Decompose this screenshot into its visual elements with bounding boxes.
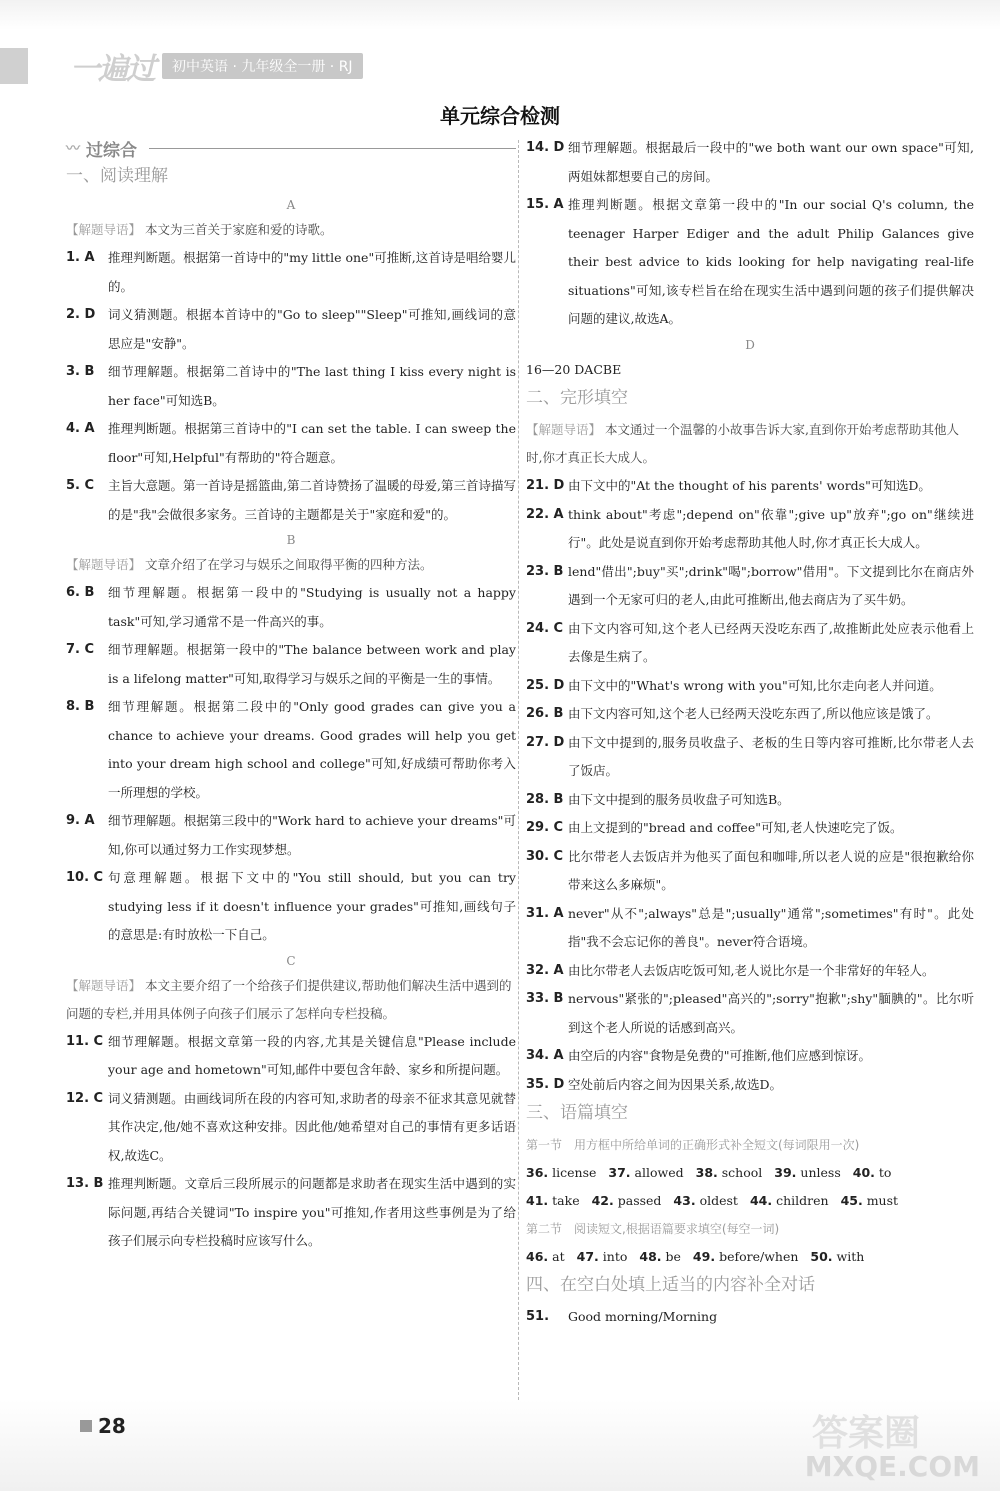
answer-word: oldest [699, 1193, 738, 1208]
answer-item [526, 501, 974, 558]
answer-item [526, 134, 974, 191]
answer-num: 40. [852, 1165, 875, 1180]
answer-num: 1. A [66, 250, 95, 265]
answer-row [526, 1159, 974, 1187]
answer-word: passed [617, 1193, 662, 1208]
answer-word: school [721, 1165, 763, 1180]
answer-item [66, 693, 516, 807]
column-divider [518, 140, 519, 1400]
answer-cell [526, 1187, 580, 1215]
answer-num: 21. D [526, 478, 565, 493]
page-number [80, 1414, 126, 1438]
guide-c-text: 本文主要介绍了一个给孩子们提供建议,帮助他们解决生活中遇到的问题的专栏,并用具体例子向孩子们展示了怎样向专栏投稿。 [66, 977, 512, 1021]
answer-num: 35. D [526, 1076, 565, 1092]
answer-text: 由下文中的"What's wrong with you"可知,比尔走向老人并问道。 [568, 677, 942, 693]
answer-num: 22. A [526, 506, 564, 522]
answer-item [526, 900, 974, 957]
answer-item [526, 985, 974, 1042]
answer-num: 24. C [526, 620, 564, 636]
answer-word: with [836, 1249, 865, 1264]
answer-num: 6. B [66, 585, 95, 600]
answer-item [66, 1170, 516, 1256]
answer-item [526, 843, 974, 900]
answer-text: 细节理解题。根据第三段中的"Work hard to achieve your dreams"可知,你可以通过努力工作实现梦想。 [108, 813, 516, 857]
answer-item [66, 807, 516, 864]
answer-word: allowed [634, 1165, 684, 1180]
answer-item [526, 814, 974, 843]
answer-cell [810, 1243, 864, 1271]
top-band [0, 0, 1000, 30]
answer-item [526, 558, 974, 615]
items-cloze [526, 472, 974, 1099]
answer-item [526, 672, 974, 701]
answer-item [66, 244, 516, 301]
answer-text: 细节理解题。根据第一段中的"Studying is usually not a happy task"可知,学习通常不是一件高兴的事。 [108, 585, 516, 629]
guide-a [66, 216, 516, 244]
section-passage-fill: 三、语篇填空 [526, 1103, 628, 1123]
answer-text: 细节理解题。根据最后一段中的"we both want our own space"可知,两姐妹都想要自己的房间。 [568, 140, 974, 184]
left-column [66, 134, 516, 1256]
answer-num: 36. [526, 1165, 549, 1180]
answer-text: think about"考虑";depend on"依靠";give up"放弃";go on"继续进行"。此处是说直到你开始考虑帮助其他人时,你才真正长大成人。 [568, 506, 974, 550]
answer-item [526, 786, 974, 815]
guide-c-tag: 【解题导语】 [66, 977, 142, 993]
answer-num: 44. [749, 1193, 773, 1208]
answer-text: 由比尔带老人去饭店吃饭可知,老人说比尔是一个非常好的年轻人。 [568, 962, 935, 978]
answer-num: 3. B [66, 364, 95, 379]
answer-text: lend"借出";buy"买";drink"喝";borrow"借用"。下文提到比尔在商店外遇到一个无家可归的老人,由此可推断出,他去商店为了买牛奶。 [568, 563, 974, 607]
book-subtitle: 初中英语 · 九年级全一册 · RJ [162, 53, 363, 79]
answer-num: 23. B [526, 563, 564, 579]
part-d: D [745, 337, 755, 352]
answer-text: nervous"紧张的";pleased"高兴的";sorry"抱歉";shy"腼腆的"。比尔听到这个老人所说的话感到高兴。 [568, 991, 974, 1035]
answer-num: 39. [774, 1165, 797, 1180]
answer-text: 由空后的内容"食物是免费的"可推断,他们应感到惊讶。 [568, 1048, 871, 1063]
answer-num: 38. [695, 1165, 718, 1180]
answer-cell [608, 1159, 683, 1187]
answer-num: 48. [639, 1249, 662, 1264]
answer-item [66, 636, 516, 693]
answer-text: 由上文提到的"bread and coffee"可知,老人快速吃完了饭。 [568, 820, 903, 835]
answer-num: 13. B [66, 1176, 104, 1191]
answer-item [526, 472, 974, 501]
answer-cell [526, 1243, 565, 1271]
answer-num: 45. [840, 1193, 863, 1208]
answer-item [526, 957, 974, 986]
guide-c [66, 972, 516, 1028]
answer-num: 47. [576, 1249, 599, 1264]
answer-item [526, 700, 974, 729]
part-b: B [286, 533, 296, 547]
answer-text: 推理判断题。根据第三首诗中的"I can set the table. I can sweep the floor"可知,Helpful"有帮助的"符合题意。 [108, 421, 516, 465]
page-number-text: 28 [98, 1414, 126, 1438]
answer-num: 15. A [526, 197, 564, 212]
answer-cell [592, 1187, 662, 1215]
answer-num: 26. B [526, 706, 564, 721]
answer-text: 细节理解题。根据第二首诗中的"The last thing I kiss every night is her face"可知选B。 [108, 364, 516, 408]
answer-num: 49. [692, 1249, 716, 1264]
guide-b-tag: 【解题导语】 [66, 557, 142, 572]
guide-a-text: 本文为三首关于家庭和爱的诗歌。 [145, 222, 333, 237]
answer-cell [639, 1243, 681, 1271]
items-b [66, 579, 516, 950]
page-title: 单元综合检测 [440, 104, 560, 128]
answer-item [526, 615, 974, 672]
answer-item [526, 1071, 974, 1100]
answer-text: 16—20 DACBE [526, 361, 622, 377]
items-c [66, 1028, 516, 1256]
answer-cell [526, 1159, 596, 1187]
answer-word: into [602, 1249, 628, 1264]
answer-num: 12. C [66, 1090, 104, 1106]
answer-word: must [866, 1193, 899, 1208]
brand-header [0, 48, 363, 87]
answer-cell [693, 1243, 798, 1271]
guide-cloze [526, 416, 974, 472]
answer-num: 34. A [526, 1048, 564, 1063]
answer-item [66, 1028, 516, 1085]
answer-text: 由下文中提到的,服务员收盘子、老板的生日等内容可推断,比尔带老人去了饭店。 [568, 734, 974, 778]
answer-cell [841, 1187, 898, 1215]
answer-item [66, 864, 516, 950]
part-a: A [286, 198, 296, 212]
section-rule [149, 148, 516, 149]
answer-text: 细节理解题。根据第二段中的"Only good grades can give you a chance to achieve your dreams. Good grades will help you get into your dream high school and college"可知,好成绩可帮助你考入一所理想的学校。 [108, 699, 516, 800]
answer-num: 25. D [526, 677, 565, 693]
answer-cell [853, 1159, 892, 1187]
answer-text: 细节理解题。根据第一段中的"The balance between work and play is a lifelong matter"可知,取得学习与娱乐之间的平衡是一生的事情。 [108, 642, 516, 686]
answer-num: 9. A [66, 813, 95, 828]
answer-text: Good morning/Morning [568, 1309, 718, 1324]
answer-num: 8. B [66, 699, 95, 714]
answer-text: 空处前后内容之间为因果关系,故选D。 [568, 1076, 782, 1092]
answer-num: 41. [526, 1193, 549, 1208]
answer-num: 33. B [526, 991, 564, 1006]
answer-text: 主旨大意题。第一首诗是摇篮曲,第二首诗赞扬了温暖的母爱,第三首诗描写的是"我"会做很多家务。三首诗的主题都是关于"家庭和爱"的。 [108, 478, 516, 522]
answer-item [66, 472, 516, 529]
answer-num: 37. [608, 1165, 631, 1180]
guide-b [66, 551, 516, 579]
answer-num: 51. [526, 1309, 550, 1324]
answer-row [526, 1187, 974, 1215]
answer-num: 46. [526, 1249, 549, 1264]
right-column [526, 134, 974, 1332]
answer-item [526, 1303, 974, 1332]
answer-num: 32. A [526, 962, 564, 978]
subsection-1: 第一节 用方框中所给单词的正确形式补全短文(每词限用一次) [526, 1138, 860, 1152]
answer-num: 30. C [526, 848, 564, 864]
answer-text: 由下文中提到的服务员收盘子可知选B。 [568, 791, 790, 807]
answer-num: 50. [810, 1249, 833, 1264]
answer-item [66, 358, 516, 415]
answer-word: before/when [719, 1249, 799, 1264]
answer-item [526, 1042, 974, 1071]
brand-logo: 一遍过 [70, 52, 154, 87]
guide-b-text: 文章介绍了在学习与娱乐之间取得平衡的四种方法。 [145, 557, 433, 572]
answer-text: never"从不";always"总是";usually"通常";sometimes"有时"。此处指"我不会忘记你的善良"。never符合语境。 [568, 905, 974, 949]
answer-text: 词义猜测题。由画线词所在段的内容可知,求助者的母亲不征求其意见就替其作决定,他/她不喜欢这种安排。因此他/她希望对自己的事情有更多话语权,故选C。 [108, 1090, 516, 1163]
brand-tab [0, 48, 28, 84]
answer-item [66, 301, 516, 358]
answer-word: children [776, 1193, 829, 1208]
answer-num: 4. A [66, 421, 95, 436]
answer-text: 比尔带老人去饭店并为他买了面包和咖啡,所以老人说的应是"很抱歉给你带来这么多麻烦"。 [568, 848, 974, 892]
answer-item [66, 1085, 516, 1171]
section-reading: 一、阅读理解 [66, 166, 168, 186]
answer-text: 推理判断题。根据文章第一段中的"In our social Q's column, the teenager Harper Ediger and the adult Philip Galances give their best advice to kids looking for help navigating real-life situations"可知,该专栏旨在给在现实生活中遇到问题的孩子们提供解决问题的建议,故选A。 [568, 197, 974, 326]
section-dialogue: 四、在空白处填上适当的内容补全对话 [526, 1275, 815, 1295]
answer-item [526, 729, 974, 786]
items-a [66, 244, 516, 529]
answer-num: 7. C [66, 642, 95, 657]
answer-num: 10. C [66, 870, 104, 885]
answer-text: 由下文内容可知,这个老人已经两天没吃东西了,所以他应该是饿了。 [568, 706, 939, 721]
part-c: C [286, 953, 296, 968]
answer-d [526, 356, 974, 385]
answer-num: 5. C [66, 478, 95, 493]
answer-num: 42. [591, 1193, 614, 1208]
answer-text: 细节理解题。根据文章第一段的内容,尤其是关键信息"Please include your age and hometown"可知,邮件中要包含年龄、家乡和所提问题。 [108, 1033, 516, 1077]
answer-row [526, 1243, 974, 1271]
answer-item [526, 191, 974, 334]
answer-text: 推理判断题。根据第一首诗中的"my little one"可推断,这首诗是唱给婴儿的。 [108, 250, 516, 294]
answer-cell [774, 1159, 840, 1187]
answer-word: at [552, 1249, 565, 1264]
answer-num: 27. D [526, 734, 565, 750]
answer-text: 推理判断题。文章后三段所展示的问题都是求助者在现实生活中遇到的实际问题,再结合关键词"To inspire you"可推知,作者用这些事例是为了给孩子们展示向专栏投稿时应该写什么。 [108, 1176, 516, 1248]
watermark-url: MXQE.COM [804, 1450, 980, 1483]
answer-cell [696, 1159, 763, 1187]
answer-cell [750, 1187, 829, 1215]
section-mark-icon: 〰 [66, 141, 80, 157]
answer-word: take [552, 1193, 580, 1208]
answer-text: 由下文内容可知,这个老人已经两天没吃东西了,故推断此处应表示他看上去像是生病了。 [568, 620, 974, 664]
answer-item [66, 415, 516, 472]
answer-num: 28. B [526, 791, 564, 807]
answer-num: 2. D [66, 307, 96, 322]
answer-num: 31. A [526, 905, 564, 921]
answer-num: 11. C [66, 1033, 104, 1049]
answer-text: 句意理解题。根据下文中的"You still should, but you can try studying less if it doesn't influence your grades"可推知,画线句子的意思是:有时放松一下自己。 [108, 870, 516, 942]
section-cloze: 二、完形填空 [526, 388, 628, 408]
page-marker-icon [80, 1420, 92, 1432]
guide-a-tag: 【解题导语】 [66, 222, 142, 237]
answer-word: to [878, 1165, 892, 1180]
section-main-label: 过综合 [86, 140, 137, 161]
answer-word: be [665, 1249, 681, 1264]
guide-cloze-tag: 【解题导语】 [526, 422, 602, 437]
answer-num: 43. [673, 1193, 696, 1208]
watermark-logo: 答案圈 [811, 1413, 920, 1454]
subsection-2: 第二节 阅读短文,根据语篇要求填空(每空一词) [526, 1222, 780, 1236]
answer-word: license [552, 1165, 597, 1180]
answer-num: 29. C [526, 820, 564, 835]
answer-cell [577, 1243, 628, 1271]
answer-cell [673, 1187, 738, 1215]
section-main [66, 134, 516, 162]
guide-cloze-text: 本文通过一个温馨的小故事告诉大家,直到你开始考虑帮助其他人时,你才真正长大成人。 [526, 422, 959, 465]
answer-item [66, 579, 516, 636]
answer-num: 14. D [526, 140, 565, 155]
answer-text: 词义猜测题。根据本首诗中的"Go to sleep""Sleep"可推知,画线词的意思应是"安静"。 [108, 307, 516, 351]
answer-word: unless [800, 1165, 841, 1180]
answer-text: 由下文中的"At the thought of his parents' words"可知选D。 [568, 478, 931, 493]
